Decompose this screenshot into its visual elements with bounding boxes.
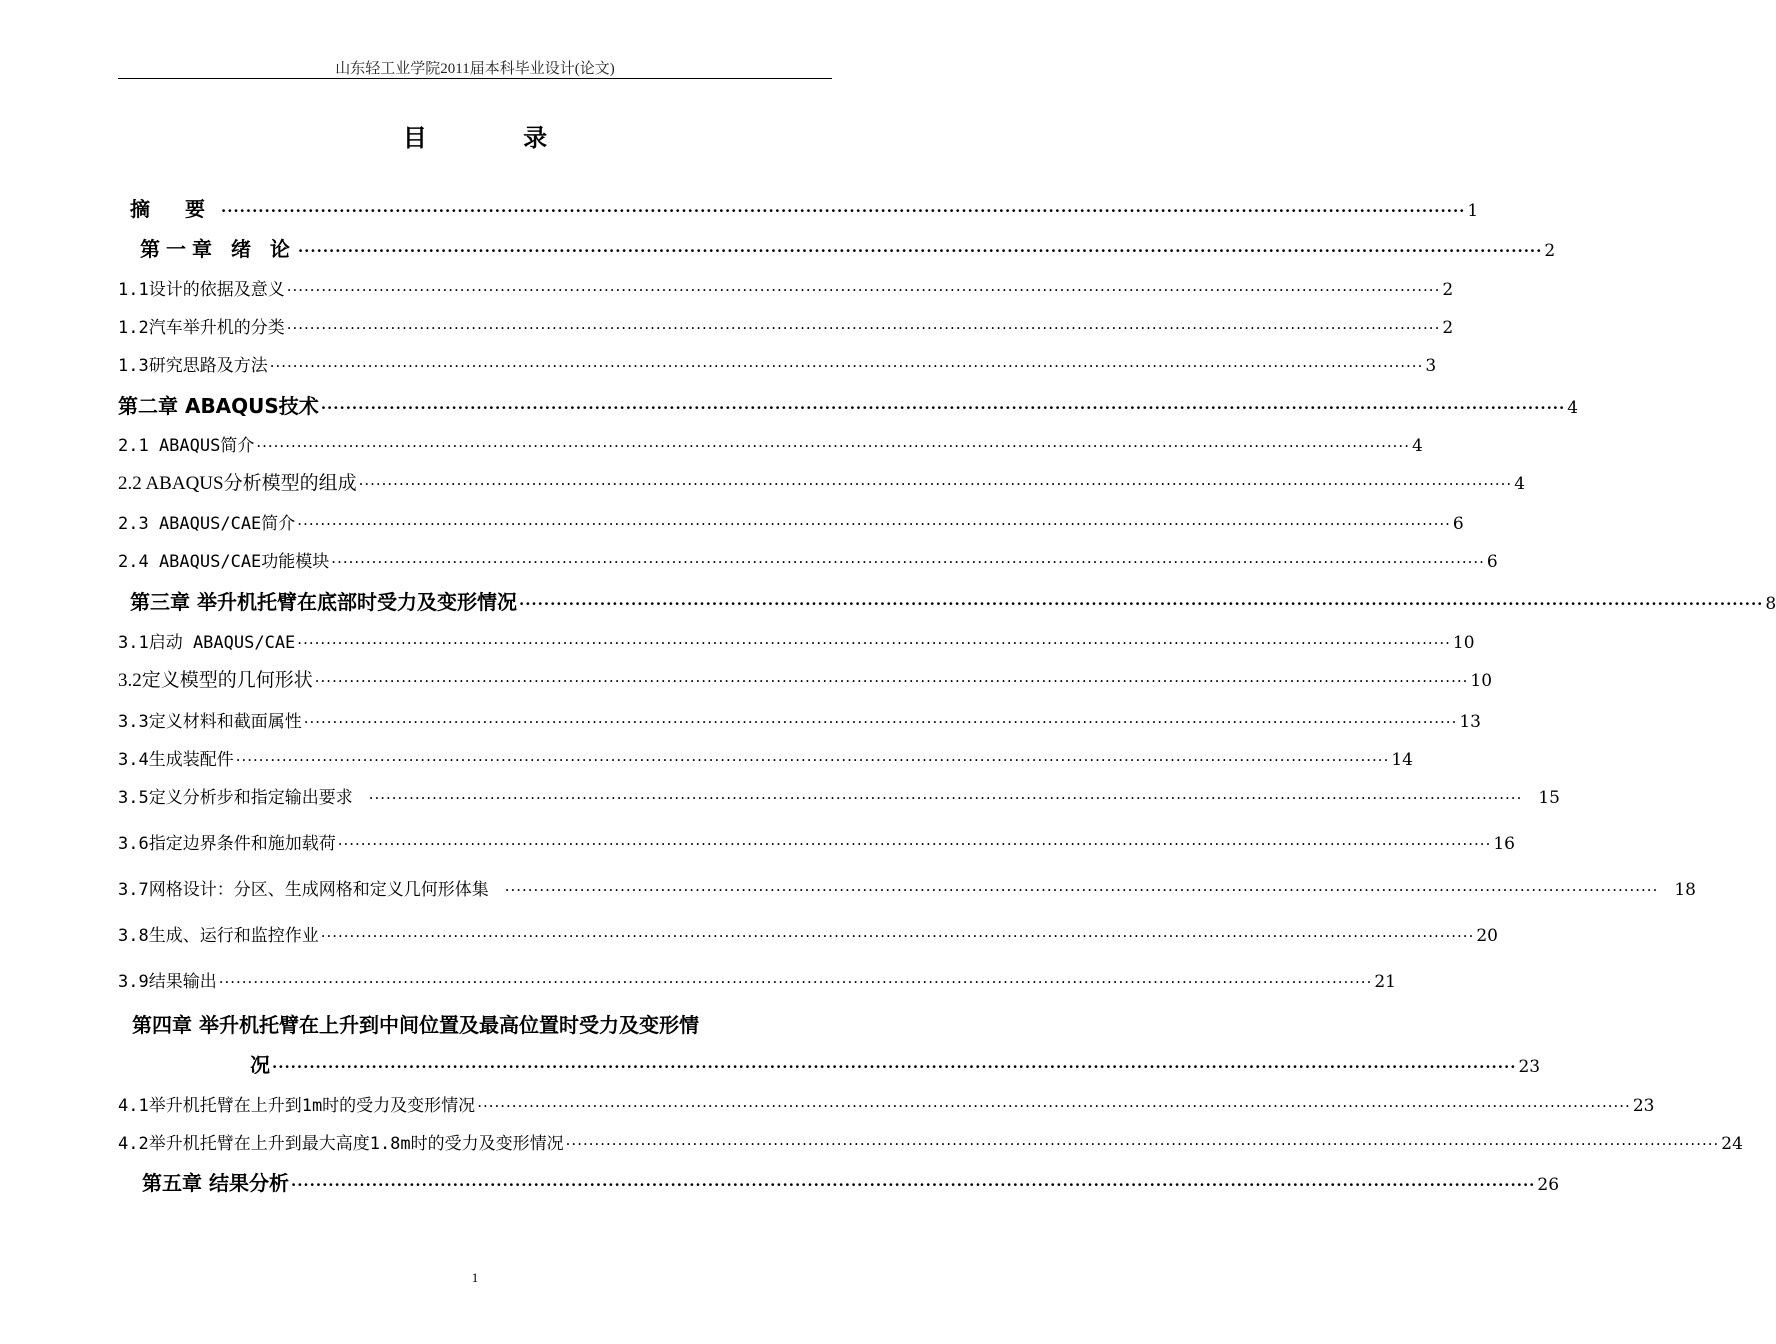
toc-entry[interactable] [118,785,1560,811]
toc-entry-page: 15 [1538,788,1560,808]
toc-entry-label: 3.4生成装配件 [118,750,234,770]
toc-leader-dots: ········································································································································································································ [337,835,1492,853]
toc-entry[interactable] [140,236,1556,262]
toc-entry-label: 2.1 ABAQUS简介 [118,436,255,456]
toc-entry[interactable] [118,709,1481,735]
toc-entry-page: 18 [1674,880,1696,900]
toc-entry[interactable] [118,433,1423,459]
toc-leader-dots: ········································································································································································································ [518,595,1764,613]
toc-entry[interactable] [130,589,1776,615]
toc-entry-page: 4 [1514,474,1526,494]
toc-entry-page: 23 [1518,1057,1541,1077]
toc-entry[interactable] [118,353,1437,379]
toc-entry[interactable] [118,315,1454,341]
toc-entry-page: 2 [1442,318,1454,338]
toc-entry-page: 6 [1452,514,1464,534]
toc-entry[interactable] [132,1012,832,1038]
toc-entry[interactable] [118,1093,1655,1119]
toc-entry-label: 摘 要 [130,197,219,221]
toc-entry[interactable] [130,196,1479,222]
toc-entry-page: 4 [1567,398,1579,418]
running-header: 山东轻工业学院2011届本科毕业设计(论文) [335,61,615,77]
toc-entry-label: 4.2举升机托臂在上升到最大高度1.8m时的受力及变形情况 [118,1134,564,1154]
toc-leader-dots: ········································································································································································································ [218,973,1373,991]
toc-leader-dots: ········································································································································································································ [565,1135,1720,1153]
toc-entry[interactable] [118,630,1475,656]
toc-entry-label: 3.9结果输出 [118,972,217,992]
toc-entry-label: 2.2 ABAQUS分析模型的组成 [118,473,357,494]
toc-leader-dots: ········································································································································································································ [303,713,1458,731]
toc-entry[interactable] [118,969,1396,995]
toc-leader-dots: ········································································································································································································ [286,281,1441,299]
toc-title: 目 录 [402,124,592,152]
toc-leader-dots: ········································································································································································································ [272,1058,1517,1076]
toc-entry[interactable] [250,1052,1541,1078]
toc-entry-page: 21 [1374,972,1396,992]
toc-leader-dots: ········································································································································································································ [358,475,1513,493]
toc-leader-dots: ········································································································································································································ [368,789,1523,807]
toc-leader-dots: ········································································································································································································ [331,553,1485,571]
toc-entry-page: 1 [1467,201,1479,221]
toc-entry[interactable] [118,277,1454,303]
toc-entry-label: 1.1设计的依据及意义 [118,280,285,300]
toc-entry[interactable] [118,668,1493,694]
toc-leader-dots: ········································································································································································································ [256,437,1410,455]
toc-leader-dots: ········································································································································································································ [320,927,1475,945]
toc-leader-dots: ········································································································································································································ [235,751,1390,769]
toc-entry-label: 3.5定义分析步和指定输出要求 [118,788,353,808]
toc-entry-label: 况 [250,1053,270,1077]
toc-entry-label: 1.2汽车举升机的分类 [118,318,285,338]
toc-entry[interactable] [118,549,1498,575]
toc-entry[interactable] [118,471,1526,497]
toc-leader-dots: ········································································································································································································ [286,319,1441,337]
toc-leader-dots: ········································································································································································································ [320,399,1566,417]
toc-entry-page: 2 [1442,280,1454,300]
toc-entry-label: 第二章 ABAQUS技术 [118,394,319,418]
toc-entry-label: 1.3研究思路及方法 [118,356,268,376]
toc-leader-dots: ········································································································································································································ [220,202,1466,220]
toc-entry[interactable] [118,1131,1743,1157]
toc-entry-page: 23 [1632,1096,1655,1116]
toc-entry-label: 4.1举升机托臂在上升到1m时的受力及变形情况 [118,1096,476,1116]
toc-leader-dots: ········································································································································································································ [314,672,1469,690]
toc-leader-dots: ········································································································································································································ [504,881,1659,899]
toc-entry[interactable] [118,511,1464,537]
toc-leader-dots: ········································································································································································································ [297,634,1451,652]
toc-entry-page: 10 [1470,671,1493,691]
toc-entry-page: 24 [1721,1134,1743,1154]
toc-entry-page: 13 [1459,712,1481,732]
toc-entry-label: 3.1启动 ABAQUS/CAE [118,633,296,653]
toc-entry-page: 26 [1537,1175,1560,1195]
toc-entry[interactable] [118,877,1696,903]
toc-entry-page: 10 [1452,633,1475,653]
toc-entry-page: 4 [1411,436,1423,456]
toc-entry-label: 3.8生成、运行和监控作业 [118,926,319,946]
toc-entry[interactable] [118,747,1413,773]
toc-entry[interactable] [118,393,1579,419]
toc-entry-label: 3.7网格设计：分区、生成网格和定义几何形体集 [118,880,489,900]
toc-leader-dots: ········································································································································································································ [297,242,1543,260]
toc-entry-label: 3.2定义模型的几何形状 [118,670,313,691]
toc-entry-page: 3 [1425,356,1437,376]
toc-leader-dots: ········································································································································································································ [290,1176,1536,1194]
toc-leader-dots: ········································································································································································································ [269,357,1424,375]
toc-entry-label: 2.4 ABAQUS/CAE功能模块 [118,552,330,572]
toc-entry-page: 20 [1476,926,1498,946]
toc-leader-dots: ········································································································································································································ [297,515,1451,533]
toc-entry-label: 3.3定义材料和截面属性 [118,712,302,732]
toc-entry-label: 3.6指定边界条件和施加载荷 [118,834,336,854]
toc-entry[interactable] [118,831,1515,857]
toc-leader-dots: ········································································································································································································ [477,1097,1631,1115]
toc-entry[interactable] [118,923,1498,949]
page-number: 1 [471,1270,479,1285]
toc-entry[interactable] [142,1170,1560,1196]
toc-entry-page: 8 [1765,594,1776,614]
toc-entry-page: 2 [1544,241,1556,261]
toc-entry-label: 第一章 绪 论 [140,237,296,261]
toc-entry-label: 2.3 ABAQUS/CAE简介 [118,514,296,534]
toc-entry-label: 第四章 举升机托臂在上升到中间位置及最高位置时受力及变形情 [132,1013,699,1037]
toc-entry-page: 14 [1391,750,1413,770]
header-rule [118,78,832,79]
toc-entry-label: 第五章 结果分析 [142,1171,289,1195]
toc-entry-page: 6 [1486,552,1498,572]
toc-entry-label: 第三章 举升机托臂在底部时受力及变形情况 [130,590,517,614]
toc-entry-page: 16 [1493,834,1515,854]
